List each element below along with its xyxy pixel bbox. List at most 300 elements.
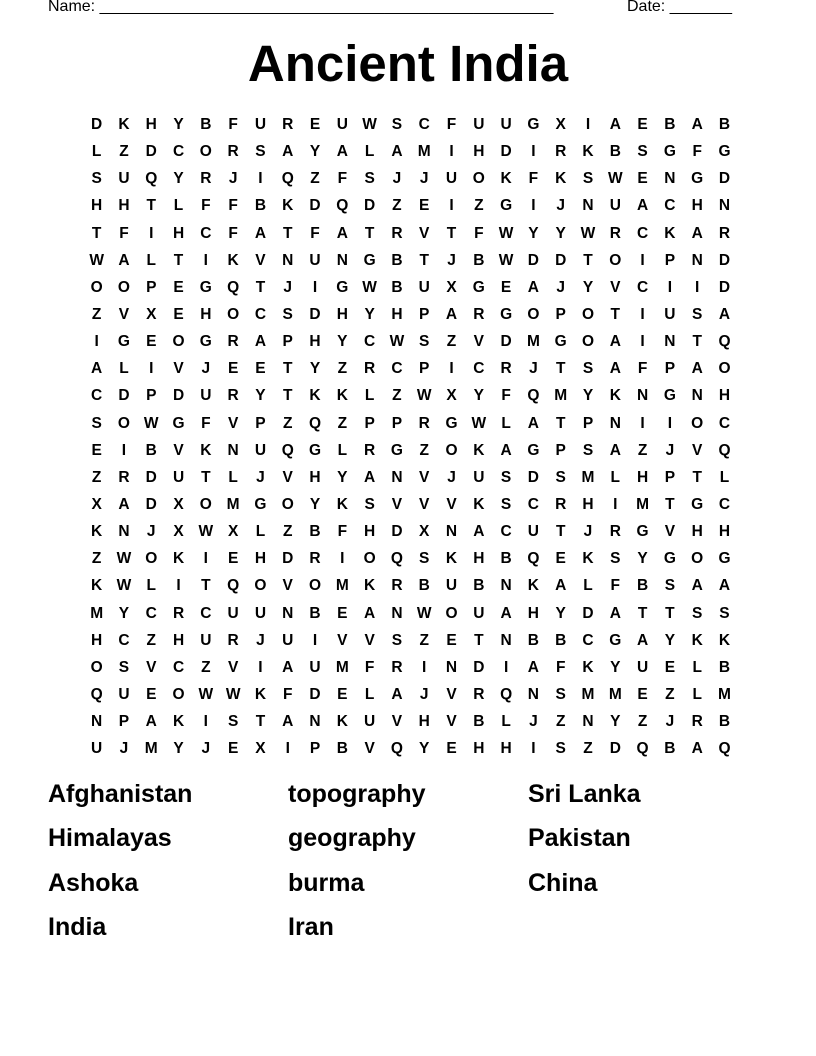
grid-letter[interactable]: W: [498, 251, 514, 269]
grid-letter[interactable]: T: [201, 468, 211, 486]
grid-letter[interactable]: U: [254, 441, 267, 459]
grid-letter[interactable]: N: [391, 468, 403, 486]
grid-letter[interactable]: N: [445, 523, 458, 541]
grid-letter[interactable]: Y: [309, 143, 321, 161]
grid-letter[interactable]: C: [718, 495, 731, 513]
grid-letter[interactable]: G: [718, 550, 731, 568]
grid-letter[interactable]: Q: [390, 550, 403, 568]
grid-letter[interactable]: E: [227, 550, 239, 568]
grid-letter[interactable]: E: [309, 116, 321, 133]
grid-letter[interactable]: Q: [281, 170, 294, 188]
grid-letter[interactable]: I: [531, 740, 536, 758]
grid-letter[interactable]: V: [610, 278, 621, 296]
grid-letter[interactable]: P: [555, 305, 566, 323]
grid-letter[interactable]: H: [718, 523, 731, 541]
grid-letter[interactable]: W: [580, 224, 596, 242]
grid-letter[interactable]: H: [527, 604, 539, 622]
grid-letter[interactable]: A: [527, 278, 539, 296]
grid-letter[interactable]: B: [391, 278, 403, 296]
grid-letter[interactable]: B: [473, 577, 485, 595]
grid-letter[interactable]: N: [500, 631, 512, 649]
grid-letter[interactable]: E: [227, 740, 239, 758]
grid-letter[interactable]: V: [419, 468, 430, 486]
grid-letter[interactable]: N: [336, 251, 348, 269]
grid-letter[interactable]: U: [500, 116, 512, 133]
grid-letter[interactable]: S: [582, 360, 594, 378]
grid-letter[interactable]: T: [665, 604, 675, 622]
grid-letter[interactable]: H: [118, 197, 130, 215]
grid-letter[interactable]: R: [200, 170, 212, 188]
grid-letter[interactable]: B: [418, 577, 430, 595]
grid-letter[interactable]: Y: [582, 387, 594, 405]
grid-letter[interactable]: R: [555, 495, 567, 513]
grid-letter[interactable]: O: [581, 305, 595, 323]
grid-letter[interactable]: G: [363, 251, 376, 269]
grid-letter[interactable]: V: [446, 685, 457, 703]
grid-letter[interactable]: D: [145, 143, 157, 161]
grid-letter[interactable]: R: [227, 333, 239, 351]
grid-letter[interactable]: C: [636, 224, 649, 242]
grid-letter[interactable]: H: [91, 631, 103, 649]
grid-letter[interactable]: J: [529, 360, 538, 378]
grid-letter[interactable]: K: [582, 143, 594, 161]
grid-letter[interactable]: D: [172, 387, 185, 405]
grid-letter[interactable]: L: [364, 387, 375, 405]
grid-letter[interactable]: R: [473, 685, 485, 703]
grid-letter[interactable]: E: [337, 604, 348, 622]
grid-letter[interactable]: H: [418, 713, 430, 731]
grid-letter[interactable]: K: [336, 495, 348, 513]
grid-letter[interactable]: Q: [227, 577, 240, 595]
grid-letter[interactable]: A: [391, 685, 403, 703]
grid-letter[interactable]: K: [227, 251, 239, 269]
grid-letter[interactable]: D: [145, 468, 157, 486]
grid-letter[interactable]: D: [118, 387, 130, 405]
grid-letter[interactable]: J: [201, 360, 211, 378]
grid-letter[interactable]: D: [364, 197, 376, 215]
grid-letter[interactable]: S: [637, 143, 648, 161]
grid-letter[interactable]: M: [718, 685, 731, 703]
grid-letter[interactable]: K: [172, 713, 185, 731]
grid-letter[interactable]: I: [585, 116, 591, 133]
grid-letter[interactable]: W: [198, 523, 214, 541]
grid-letter[interactable]: K: [254, 685, 267, 703]
grid-letter[interactable]: T: [692, 468, 702, 486]
grid-letter[interactable]: I: [312, 278, 318, 296]
grid-letter[interactable]: I: [667, 278, 673, 296]
grid-letter[interactable]: I: [203, 550, 208, 568]
grid-letter[interactable]: W: [225, 685, 241, 703]
grid-letter[interactable]: T: [173, 251, 184, 269]
grid-letter[interactable]: S: [391, 116, 403, 133]
grid-letter[interactable]: B: [527, 631, 539, 649]
grid-letter[interactable]: K: [172, 550, 185, 568]
grid-letter[interactable]: V: [446, 495, 457, 513]
grid-letter[interactable]: O: [691, 414, 704, 432]
grid-letter[interactable]: M: [226, 495, 240, 513]
grid-letter[interactable]: L: [173, 197, 184, 215]
grid-letter[interactable]: B: [718, 658, 731, 676]
grid-letter[interactable]: U: [118, 685, 130, 703]
grid-letter[interactable]: S: [282, 305, 293, 323]
grid-letter[interactable]: R: [227, 387, 239, 405]
grid-letter[interactable]: J: [419, 170, 429, 188]
grid-letter[interactable]: B: [555, 631, 567, 649]
grid-letter[interactable]: R: [309, 550, 321, 568]
grid-letter[interactable]: O: [363, 550, 376, 568]
grid-letter[interactable]: H: [500, 740, 512, 758]
grid-letter[interactable]: L: [610, 468, 621, 486]
grid-letter[interactable]: S: [719, 604, 730, 622]
grid-letter[interactable]: A: [636, 197, 649, 215]
grid-letter[interactable]: N: [664, 170, 676, 188]
grid-letter[interactable]: R: [118, 468, 130, 486]
grid-letter[interactable]: H: [200, 305, 212, 323]
grid-letter[interactable]: O: [117, 278, 130, 296]
grid-letter[interactable]: Z: [337, 414, 348, 432]
grid-letter[interactable]: E: [446, 631, 457, 649]
grid-letter[interactable]: T: [692, 333, 702, 351]
grid-letter[interactable]: U: [254, 116, 267, 133]
grid-letter[interactable]: O: [581, 333, 595, 351]
grid-letter[interactable]: V: [473, 333, 484, 351]
grid-letter[interactable]: V: [364, 740, 375, 758]
grid-letter[interactable]: A: [691, 577, 703, 595]
grid-letter[interactable]: H: [636, 468, 649, 486]
grid-letter[interactable]: D: [582, 604, 594, 622]
grid-letter[interactable]: K: [691, 631, 703, 649]
grid-letter[interactable]: Q: [227, 278, 240, 296]
grid-letter[interactable]: Y: [173, 170, 184, 188]
grid-letter[interactable]: Y: [555, 224, 566, 242]
grid-letter[interactable]: Z: [392, 387, 402, 405]
grid-letter[interactable]: E: [255, 360, 266, 378]
grid-letter[interactable]: G: [308, 441, 322, 459]
grid-letter[interactable]: N: [582, 197, 594, 215]
grid-letter[interactable]: V: [337, 631, 348, 649]
grid-letter[interactable]: D: [309, 685, 321, 703]
grid-letter[interactable]: H: [582, 495, 594, 513]
grid-letter[interactable]: V: [692, 441, 703, 459]
grid-letter[interactable]: O: [472, 170, 485, 188]
grid-letter[interactable]: R: [364, 441, 376, 459]
grid-letter[interactable]: T: [282, 360, 293, 378]
grid-letter[interactable]: Z: [419, 441, 429, 459]
grid-letter[interactable]: C: [91, 387, 103, 405]
grid-letter[interactable]: P: [419, 305, 430, 323]
grid-letter[interactable]: B: [336, 740, 348, 758]
grid-letter[interactable]: G: [500, 305, 513, 323]
grid-letter[interactable]: Z: [555, 713, 566, 731]
grid-letter[interactable]: H: [172, 224, 185, 242]
grid-letter[interactable]: A: [500, 604, 512, 622]
grid-letter[interactable]: A: [609, 604, 621, 622]
grid-letter[interactable]: L: [255, 523, 266, 541]
grid-letter[interactable]: O: [199, 143, 212, 161]
grid-letter[interactable]: I: [667, 414, 673, 432]
grid-letter[interactable]: K: [309, 387, 321, 405]
grid-letter[interactable]: I: [640, 251, 645, 269]
grid-letter[interactable]: G: [663, 387, 676, 405]
grid-letter[interactable]: K: [718, 631, 731, 649]
grid-letter[interactable]: Y: [473, 387, 484, 405]
grid-letter[interactable]: D: [282, 550, 294, 568]
grid-letter[interactable]: M: [636, 495, 650, 513]
grid-letter[interactable]: F: [528, 170, 539, 188]
grid-letter[interactable]: H: [336, 305, 348, 323]
grid-letter[interactable]: A: [636, 631, 649, 649]
grid-letter[interactable]: I: [449, 197, 454, 215]
grid-letter[interactable]: A: [364, 468, 376, 486]
grid-letter[interactable]: A: [336, 224, 348, 242]
grid-letter[interactable]: N: [282, 251, 294, 269]
grid-letter[interactable]: W: [416, 604, 432, 622]
grid-letter[interactable]: U: [445, 577, 458, 595]
grid-letter[interactable]: A: [691, 116, 703, 133]
grid-letter[interactable]: C: [636, 278, 649, 296]
grid-letter[interactable]: I: [695, 278, 700, 296]
grid-letter[interactable]: R: [473, 305, 485, 323]
grid-letter[interactable]: L: [364, 685, 375, 703]
grid-letter[interactable]: G: [472, 278, 485, 296]
grid-letter[interactable]: O: [691, 550, 704, 568]
grid-letter[interactable]: F: [119, 224, 129, 242]
grid-letter[interactable]: G: [254, 495, 267, 513]
grid-letter[interactable]: U: [473, 468, 485, 486]
grid-letter[interactable]: O: [227, 305, 240, 323]
grid-letter[interactable]: M: [608, 685, 622, 703]
grid-letter[interactable]: P: [146, 278, 157, 296]
grid-letter[interactable]: A: [527, 414, 539, 432]
grid-letter[interactable]: Q: [90, 685, 103, 703]
grid-letter[interactable]: V: [391, 713, 403, 731]
grid-letter[interactable]: A: [555, 577, 567, 595]
grid-letter[interactable]: A: [445, 305, 458, 323]
grid-letter[interactable]: Z: [282, 523, 293, 541]
grid-letter[interactable]: L: [583, 577, 593, 595]
grid-letter[interactable]: A: [254, 224, 267, 242]
grid-letter[interactable]: E: [146, 685, 157, 703]
grid-letter[interactable]: G: [609, 631, 622, 649]
grid-letter[interactable]: Q: [527, 387, 540, 405]
grid-letter[interactable]: J: [665, 713, 675, 731]
grid-letter[interactable]: M: [335, 658, 349, 676]
grid-letter[interactable]: R: [718, 224, 731, 242]
grid-letter[interactable]: D: [309, 197, 321, 215]
grid-letter[interactable]: J: [529, 713, 538, 731]
grid-letter[interactable]: L: [501, 713, 511, 731]
grid-letter[interactable]: H: [91, 197, 103, 215]
grid-letter[interactable]: I: [640, 333, 645, 351]
grid-letter[interactable]: Q: [636, 740, 649, 758]
grid-letter[interactable]: S: [364, 495, 375, 513]
grid-letter[interactable]: A: [718, 305, 731, 323]
grid-letter[interactable]: E: [419, 197, 430, 215]
grid-letter[interactable]: D: [391, 523, 403, 541]
grid-letter[interactable]: I: [258, 170, 263, 188]
grid-letter[interactable]: K: [91, 523, 103, 541]
grid-letter[interactable]: A: [118, 495, 130, 513]
grid-letter[interactable]: F: [364, 658, 375, 676]
grid-letter[interactable]: V: [227, 414, 239, 432]
grid-letter[interactable]: R: [418, 414, 430, 432]
grid-letter[interactable]: E: [637, 685, 648, 703]
grid-letter[interactable]: C: [500, 523, 512, 541]
grid-letter[interactable]: K: [336, 387, 348, 405]
grid-letter[interactable]: T: [255, 713, 266, 731]
grid-letter[interactable]: Z: [201, 658, 211, 676]
grid-letter[interactable]: J: [392, 170, 402, 188]
grid-letter[interactable]: Y: [610, 658, 621, 676]
grid-letter[interactable]: W: [362, 278, 377, 296]
grid-letter[interactable]: Z: [282, 414, 293, 432]
grid-letter[interactable]: Q: [336, 197, 349, 215]
grid-letter[interactable]: D: [718, 278, 731, 296]
grid-letter[interactable]: D: [91, 116, 103, 133]
grid-letter[interactable]: V: [173, 360, 184, 378]
grid-letter[interactable]: S: [91, 414, 102, 432]
grid-letter[interactable]: P: [664, 468, 676, 486]
grid-letter[interactable]: T: [91, 224, 102, 242]
grid-letter[interactable]: U: [527, 523, 539, 541]
grid-letter[interactable]: Z: [474, 197, 484, 215]
grid-letter[interactable]: P: [364, 414, 375, 432]
grid-letter[interactable]: B: [718, 713, 731, 731]
grid-letter[interactable]: H: [691, 197, 703, 215]
grid-letter[interactable]: U: [664, 305, 676, 323]
grid-letter[interactable]: A: [145, 713, 157, 731]
grid-letter[interactable]: H: [391, 305, 403, 323]
grid-letter[interactable]: X: [446, 278, 457, 296]
grid-letter[interactable]: T: [637, 604, 648, 622]
grid-letter[interactable]: E: [173, 305, 184, 323]
grid-letter[interactable]: C: [172, 143, 185, 161]
grid-letter[interactable]: J: [447, 468, 456, 486]
grid-letter[interactable]: Y: [664, 631, 676, 649]
grid-letter[interactable]: U: [118, 170, 130, 188]
grid-letter[interactable]: C: [254, 305, 267, 323]
grid-letter[interactable]: M: [554, 387, 568, 405]
grid-letter[interactable]: O: [90, 658, 103, 676]
grid-letter[interactable]: C: [718, 414, 731, 432]
grid-letter[interactable]: L: [719, 468, 730, 486]
grid-letter[interactable]: K: [473, 441, 485, 459]
grid-letter[interactable]: F: [637, 360, 648, 378]
grid-letter[interactable]: O: [281, 495, 294, 513]
grid-letter[interactable]: C: [527, 495, 539, 513]
grid-letter[interactable]: J: [419, 685, 429, 703]
grid-letter[interactable]: H: [718, 387, 731, 405]
grid-letter[interactable]: O: [445, 441, 458, 459]
grid-letter[interactable]: P: [118, 713, 130, 731]
grid-letter[interactable]: S: [419, 550, 430, 568]
grid-letter[interactable]: L: [228, 468, 238, 486]
grid-letter[interactable]: K: [200, 441, 212, 459]
grid-letter[interactable]: I: [503, 658, 509, 676]
grid-letter[interactable]: T: [201, 577, 211, 595]
grid-letter[interactable]: T: [146, 197, 156, 215]
grid-letter[interactable]: S: [227, 713, 239, 731]
grid-letter[interactable]: E: [446, 740, 457, 758]
grid-letter[interactable]: W: [143, 414, 159, 432]
grid-letter[interactable]: K: [555, 170, 567, 188]
grid-letter[interactable]: S: [692, 604, 703, 622]
grid-letter[interactable]: T: [555, 360, 566, 378]
grid-letter[interactable]: Q: [718, 441, 731, 459]
grid-letter[interactable]: Y: [173, 740, 184, 758]
grid-letter[interactable]: X: [146, 305, 157, 323]
grid-letter[interactable]: Y: [582, 278, 594, 296]
grid-letter[interactable]: V: [391, 495, 403, 513]
grid-letter[interactable]: M: [144, 740, 158, 758]
grid-letter[interactable]: U: [309, 251, 321, 269]
grid-letter[interactable]: O: [172, 685, 185, 703]
grid-letter[interactable]: V: [664, 523, 676, 541]
grid-letter[interactable]: K: [473, 495, 485, 513]
grid-letter[interactable]: C: [118, 631, 130, 649]
grid-letter[interactable]: S: [500, 468, 512, 486]
grid-letter[interactable]: U: [200, 387, 212, 405]
grid-letter[interactable]: T: [282, 387, 293, 405]
grid-letter[interactable]: Z: [446, 333, 457, 351]
grid-letter[interactable]: I: [640, 414, 645, 432]
grid-letter[interactable]: A: [473, 523, 485, 541]
grid-letter[interactable]: B: [664, 740, 676, 758]
grid-letter[interactable]: T: [555, 523, 566, 541]
grid-letter[interactable]: C: [200, 224, 212, 242]
grid-letter[interactable]: Y: [337, 468, 348, 486]
grid-letter[interactable]: W: [416, 387, 432, 405]
grid-letter[interactable]: U: [200, 631, 212, 649]
grid-letter[interactable]: N: [391, 604, 403, 622]
grid-letter[interactable]: U: [336, 116, 348, 133]
grid-letter[interactable]: I: [203, 713, 208, 731]
grid-letter[interactable]: Q: [500, 685, 513, 703]
grid-letter[interactable]: D: [555, 251, 567, 269]
grid-letter[interactable]: R: [282, 116, 294, 133]
grid-letter[interactable]: F: [228, 197, 238, 215]
grid-letter[interactable]: S: [582, 170, 594, 188]
grid-letter[interactable]: T: [555, 414, 566, 432]
grid-letter[interactable]: J: [146, 523, 156, 541]
grid-letter[interactable]: A: [609, 360, 621, 378]
grid-letter[interactable]: U: [227, 604, 239, 622]
grid-letter[interactable]: O: [199, 495, 212, 513]
grid-letter[interactable]: Z: [665, 685, 675, 703]
grid-letter[interactable]: Y: [528, 224, 539, 242]
grid-letter[interactable]: J: [583, 523, 593, 541]
grid-letter[interactable]: U: [254, 604, 267, 622]
grid-letter[interactable]: C: [664, 197, 676, 215]
grid-letter[interactable]: Q: [718, 333, 731, 351]
grid-letter[interactable]: K: [364, 577, 376, 595]
grid-letter[interactable]: H: [309, 333, 321, 351]
grid-letter[interactable]: A: [609, 441, 621, 459]
grid-letter[interactable]: I: [531, 143, 536, 161]
grid-letter[interactable]: B: [391, 251, 403, 269]
grid-letter[interactable]: M: [417, 143, 431, 161]
grid-letter[interactable]: M: [90, 604, 104, 622]
grid-letter[interactable]: J: [556, 278, 565, 296]
grid-letter[interactable]: M: [335, 577, 349, 595]
grid-letter[interactable]: X: [173, 495, 184, 513]
grid-letter[interactable]: C: [582, 631, 594, 649]
grid-letter[interactable]: H: [254, 550, 267, 568]
grid-letter[interactable]: J: [256, 631, 265, 649]
grid-letter[interactable]: U: [309, 658, 321, 676]
grid-letter[interactable]: R: [609, 224, 621, 242]
grid-letter[interactable]: W: [471, 414, 487, 432]
